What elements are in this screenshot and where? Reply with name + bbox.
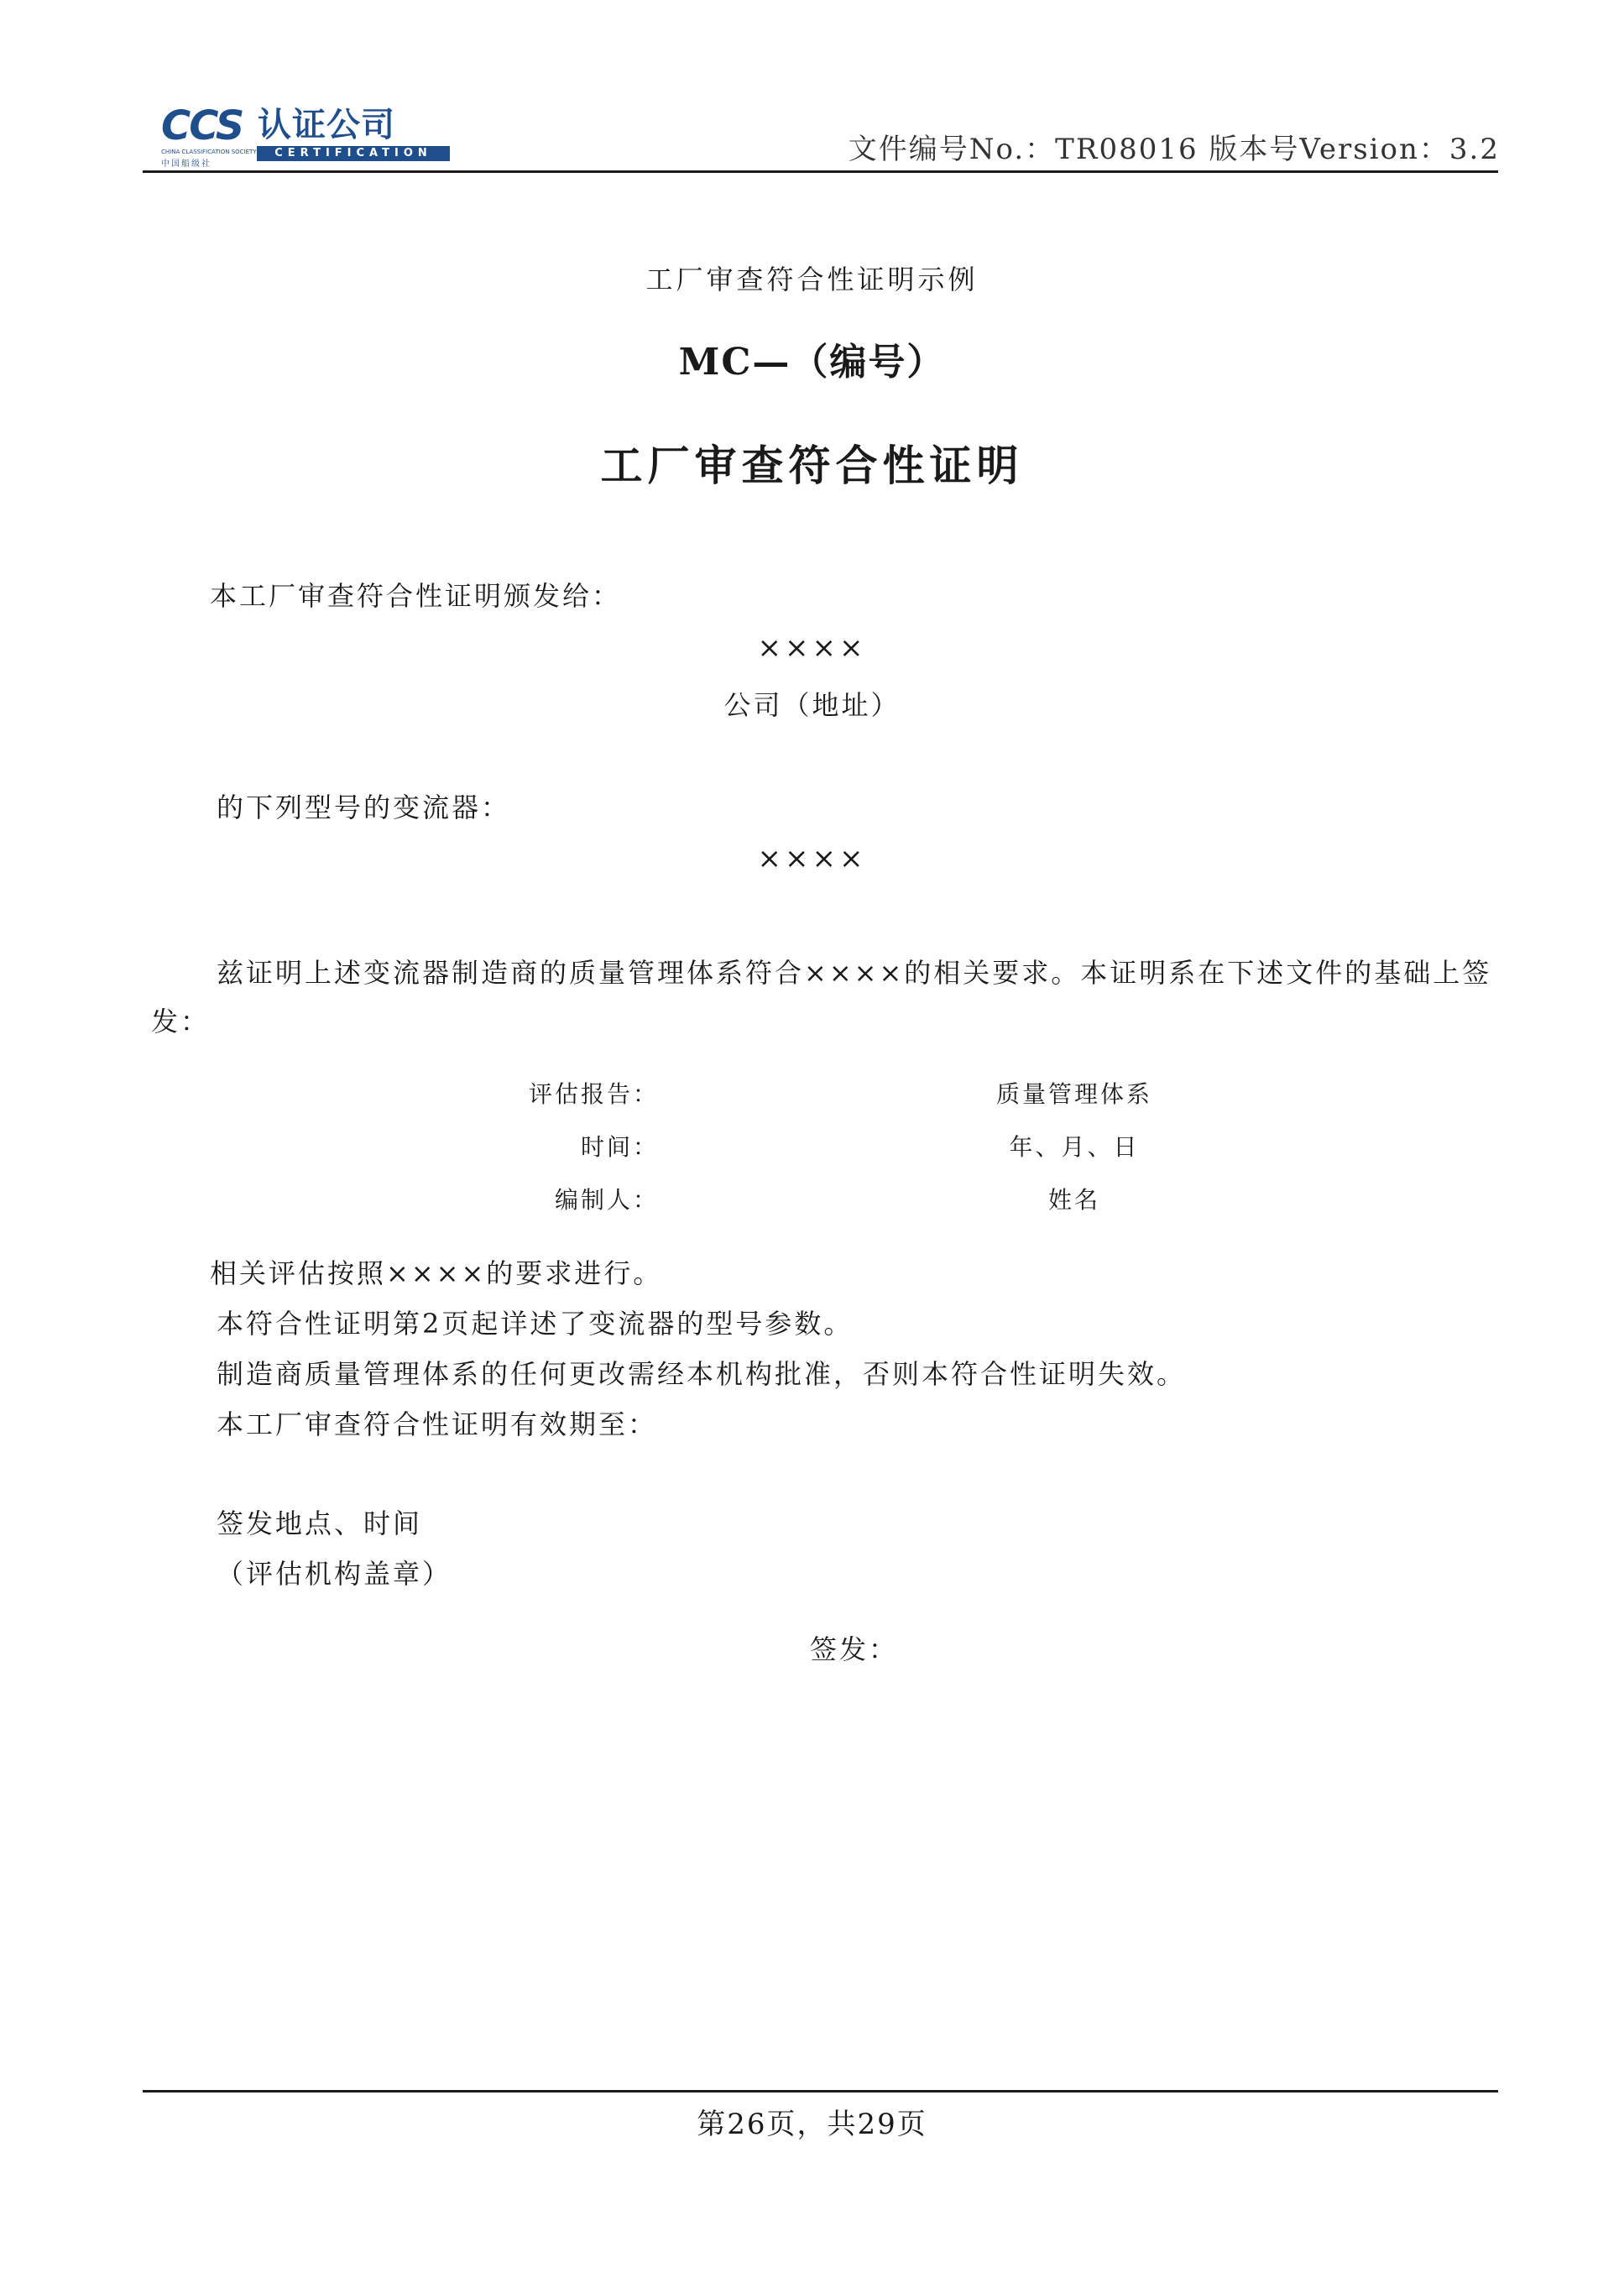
- header-divider: [143, 170, 1498, 173]
- signer-label: 签发：: [810, 1633, 899, 1665]
- issued-to-label: 本工厂审查符合性证明颁发给：: [210, 580, 622, 612]
- seal-note: （评估机构盖章）: [217, 1558, 452, 1590]
- detail-value-report: 质量管理体系: [995, 1080, 1152, 1108]
- detail-value-author: 姓名: [1047, 1186, 1100, 1214]
- logo-society-text: CHINA CLASSIFICATION SOCIETY: [161, 149, 257, 155]
- detail-label-time: 时间：: [580, 1133, 659, 1161]
- models-placeholder: ××××: [757, 842, 867, 875]
- models-label: 的下列型号的变流器：: [217, 792, 511, 823]
- detail-value-time: 年、月、日: [1009, 1133, 1140, 1161]
- footer-divider: [143, 2090, 1498, 2093]
- note-assessment-basis: 相关评估按照××××的要求进行。: [210, 1257, 663, 1289]
- logo-ccs-text: CCS: [161, 102, 243, 149]
- issue-place-time: 签发地点、时间: [217, 1507, 423, 1539]
- logo-company-name: 认证公司: [258, 106, 395, 144]
- certificate-number: MC—（编号）: [678, 341, 946, 384]
- company-placeholder: ××××: [757, 631, 867, 665]
- note-change-approval: 制造商质量管理体系的任何更改需经本机构批准，否则本符合性证明失效。: [217, 1358, 1187, 1390]
- example-title: 工厂审查符合性证明示例: [645, 264, 979, 295]
- company-address: 公司（地址）: [723, 689, 901, 721]
- page-number: 第26页，共29页: [697, 2108, 927, 2141]
- note-validity: 本工厂审查符合性证明有效期至：: [217, 1408, 658, 1440]
- ccs-certification-logo: [161, 102, 451, 169]
- logo-certification-bar: CERTIFICATION: [257, 146, 450, 161]
- document-number-version: 文件编号No.：TR08016 版本号Version：3.2: [848, 133, 1500, 166]
- note-model-parameters: 本符合性证明第2页起详述了变流器的型号参数。: [217, 1308, 854, 1340]
- logo-cn-society-text: 中国船级社: [161, 159, 211, 169]
- detail-label-author: 编制人：: [554, 1186, 659, 1214]
- certification-statement: 兹证明上述变流器制造商的质量管理体系符合××××的相关要求。本证明系在下述文件的基础上签发：: [151, 957, 1492, 1037]
- detail-label-report: 评估报告：: [528, 1080, 659, 1108]
- certificate-title: 工厂审查符合性证明: [600, 441, 1024, 490]
